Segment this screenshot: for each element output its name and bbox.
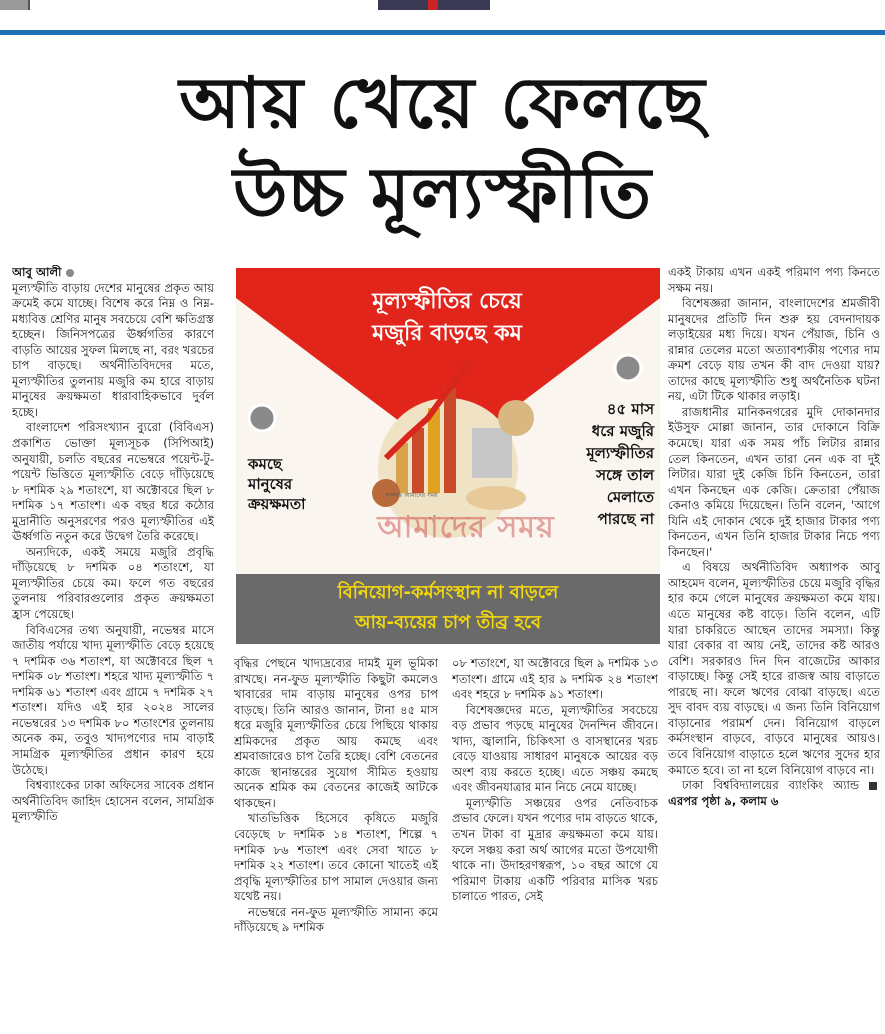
caption-line: ক্রয়ক্ষমতা (248, 495, 306, 513)
headline-line-1: আয় খেয়ে ফেলছে (179, 61, 706, 144)
headline-line-2: উচ্চ মূল্যস্ফীতি (232, 151, 653, 234)
caption-line: মজুরি বাড়ছে কম (372, 321, 522, 346)
caption-line: ৪৫ মাস (606, 400, 654, 418)
caption-line: পারছে না (597, 510, 654, 528)
photo-thumbnail-left (0, 0, 30, 10)
paragraph: খাতভিত্তিক হিসেবে কৃষিতে মজুরি বেড়েছে ৮ দশমিক ১৪ শতাংশ, শিল্পে ৭ দশমিক ৮৬ শতাংশ এবং সেবা খাতে ৮ দশমিক ২২ শতাংশ। তবে কোনো খাতেই এই প্রবৃদ্ধি মূল্যস্ফীতির চাপ সামাল দেওয়ার জন্য যথেষ্ট নয়। (234, 811, 438, 904)
article-column-1 (12, 265, 214, 1033)
caption-line: মূল্যস্ফীতির চেয়ে (372, 289, 522, 314)
paragraph-text: ঢাকা বিশ্ববিদ্যালয়ের ব্যাংকিং অ্যান্ড (682, 778, 860, 793)
caption-line: বিনিয়োগ-কর্মসংস্থান না বাড়লে (337, 582, 559, 603)
caption-line: কমছে (248, 455, 282, 473)
caption-line: মূল্যস্ফীতির (586, 444, 654, 462)
paragraph: একই টাকায় এখন একই পরিমাণ পণ্য কিনতে সক্ষম নয়। (668, 265, 880, 295)
caption-line: মানুষের (248, 475, 293, 493)
byline: আবু আলী (12, 265, 62, 279)
caption-line: মেলাতে (606, 488, 654, 506)
caption-line: সঙ্গে তাল (596, 466, 654, 484)
article-column-2 (234, 656, 438, 1034)
photo-thumbnail-center (378, 0, 490, 10)
paragraph: বিশেষজ্ঞরা জানান, বাংলাদেশের শ্রমজীবী মানুষদের প্রতিটি দিন শুরু হয় বেদনাদায়ক লড়াইয়ের মধ্য দিয়ে। যখন পেঁয়াজ, চিনি ও রান্নার তেলের মতো অত্যাবশ্যকীয় পণ্যের দাম ক্রমশ বেড়ে যায় তখন কী বাদ দেওয়া যায়? তাদের কাছে মূল্যস্ফীতি শুধু অর্থনৈতিক ঘটনা নয়, এটা টিকে থাকার লড়াই। (668, 296, 880, 404)
byline-row (12, 265, 214, 281)
paragraph: মূল্যস্ফীতি সঞ্চয়ের ওপর নেতিবাচক প্রভাব ফেলে। যখন পণ্যের দাম বাড়তে থাকে, তখন টাকা বা মুদ্রার ক্রয়ক্ষমতা কমে যায়। ফলে সঞ্চয় করা অর্থ আগের মতো উপযোগী থাকে না। উদাহরণস্বরূপ, ১০ বছর আগে যে পরিমাণ টাকায় একটি পরিবার মাসিক খরচ চালাতে পারত, সেই (452, 795, 658, 904)
publication-watermark: আমাদের সময় (377, 510, 555, 545)
paragraph: রাজধানীর মানিকনগরের মুদি দোকানদার ইউসুফ মোল্লা জানান, তার দোকানে বিক্রি কমেছে। যারা এক সময় পাঁচ লিটার রান্নার তেল কিনতেন, এখন তারা নেন এক বা দুই লিটার। যারা দুই কেজি চিনি কিনতেন, তারা এখন কিনছেন এক কেজি। ক্রেতারা পেঁয়াজ কেনাও কমিয়ে দিয়েছেন। তিনি বলেন, 'আগে যিনি এই দোকান থেকে দুই হাজার টাকার পণ্য কিনতেন, এখন তিনি হাজার টাকার নিচে পণ্য কিনছেন।' (668, 404, 880, 559)
paragraph: বিশ্বব্যাংকের ঢাকা অফিসের সাবেক প্রধান অর্থনীতিবিদ জাহিদ হোসেন বলেন, সামগ্রিক মূল্যস্ফীতি (12, 778, 214, 824)
paragraph (668, 778, 880, 809)
paragraph: বিবিএসের তথ্য অনুযায়ী, নভেম্বর মাসে জাতীয় পর্যায়ে খাদ্য মূল্যস্ফীতি বেড়ে হয়েছে ৭ দশমিক ৩৬ শতাংশ, যা অক্টোবরে ছিল ৭ দশমিক ০৮ শতাংশ। শহরে খাদ্য মূল্যস্ফীতি ৭ দশমিক ৬১ শতাংশ এবং গ্রামে ৭ দশমিক ২৭ শতাংশ। যদিও এই হার ২০২৪ সালের নভেম্বরের ১৩ দশমিক ৮০ শতাংশের তুলনায় অনেক কম, তবুও খাদ্যপণ্যের দাম বাড়াই সামগ্রিক মূল্যস্ফীতির প্রধান কারণ হয়ে উঠেছে। (12, 622, 214, 777)
paragraph: নভেম্বরে নন-ফুড মূল্যস্ফীতি সামান্য কমে দাঁড়িয়েছে ৯ দশমিক (234, 904, 438, 935)
paragraph: বিশেষজ্ঞদের মতে, মূল্যস্ফীতির সবচেয়ে বড় প্রভাব পড়ছে মানুষের দৈনন্দিন জীবনে। খাদ্য, জ্বালানি, চিকিৎসা ও বাসস্থানের খরচ বেড়ে যাওয়ায় সাধারণ মানুষকে আয়ের বড় অংশ ব্যয় করতে হচ্ছে। এতে সঞ্চয় কমছে এবং জীবনযাত্রার মান নিচে নেমে যাচ্ছে। (452, 702, 658, 795)
paragraph: বৃদ্ধির পেছনে খাদ্যদ্রব্যের দামই মূল ভূমিকা রাখছে। নন-ফুড মূল্যস্ফীতি কিছুটা কমলেও খাবারের দাম বাড়ায় মানুষের ওপর চাপ বাড়ছে। তিনি আরও জানান, টানা ৪৫ মাস ধরে মজুরি মূল্যস্ফীতির চেয়ে পিছিয়ে থাকায় শ্রমিকদের প্রকৃত আয় কমছে এবং শ্রমবাজারেও চাপ তৈরি হচ্ছে। বেশি বেতনের কাজে স্থানান্তরের সুযোগ সীমিত হওয়ায় অনেক শ্রমিক কম বেতনের কাজেই আটকে থাকছেন। (234, 656, 438, 810)
infographic-credit: নকশাঃ আমাদের সময় (386, 492, 438, 499)
top-strip (0, 0, 885, 12)
article-column-3 (452, 656, 658, 1034)
paragraph: ০৮ শতাংশে, যা অক্টোবরে ছিল ৯ দশমিক ১৩ শতাংশ। গ্রামে এই হার ৯ দশমিক ২৪ শতাংশ এবং শহরে ৮ দশমিক ৯১ শতাংশ। (452, 656, 658, 702)
infographic-top-caption (294, 286, 600, 350)
byline-bullet-icon (66, 269, 74, 277)
continued-label: এরপর পৃষ্ঠা ৯, কলাম ৬ (668, 793, 779, 808)
paragraph: মূল্যস্ফীতি বাড়ায় দেশের মানুষের প্রকৃত আয় ক্রমেই কমে যাচ্ছে। বিশেষ করে নিম্ন ও নিম্ন-মধ্যবিত্ত শ্রেণির মানুষ সবচেয়ে বেশি ক্ষতিগ্রস্ত হচ্ছেন। জিনিসপত্রের ঊর্ধ্বগতির কারণে বাড়তি আয়ের সুফল মিলছে না, বরং খরচের চাপ বাড়ছে। অর্থনীতিবিদদের মতে, মূল্যস্ফীতির তুলনায় মজুরি কম হারে বাড়ায় মানুষের ক্রয়ক্ষমতা ধারাবাহিকভাবে দুর্বল হচ্ছে। (12, 280, 214, 419)
paragraph: অন্যদিকে, একই সময়ে মজুরি প্রবৃদ্ধি দাঁড়িয়েছে ৮ দশমিক ০৪ শতাংশে, যা মূল্যস্ফীতির চেয়ে কম। ফলে গত বছরের তুলনায় পরিবারগুলোর প্রকৃত ক্রয়ক্ষমতা হ্রাস পেয়েছে। (12, 544, 214, 622)
infographic (236, 268, 660, 644)
infographic-bottom-caption (236, 578, 660, 638)
section-rule (0, 30, 885, 35)
paragraph: এ বিষয়ে অর্থনীতিবিদ অধ্যাপক আবু আহমেদ বলেন, মূল্যস্ফীতির চেয়ে মজুরি বৃদ্ধির হার কমে গেলে মানুষের ক্রয়ক্ষমতা কমে যায়। এতে মানুষের কষ্ট বাড়ে। তিনি বলেন, এটি যারা চাকরিতে আছেন তাদের সমস্যা। কিন্তু যারা বেকার বা আয় নেই, তাদের কষ্ট আরও বেশি। সরকারও দিন দিন বাজেটের আকার বাড়াচ্ছে। কিন্তু সেই হারে রাজস্ব আয় বাড়াতে পারছে না। ফলে ঋণের বোঝা বাড়ছে। এতে সুদ বাবদ ব্যয় বাড়ছে। এ জন্য তিনি বিনিয়োগ বাড়ানোর পরামর্শ দেন। বিনিয়োগ বাড়লে কর্মসংস্থান বাড়বে, বাড়বে মানুষের আয়ও। তবে বিনিয়োগ বাড়াতে হলে ঋণের সুদের হার কমাতে হবে। তা না হলে বিনিয়োগ বাড়বে না। (668, 560, 880, 777)
caption-line: আয়-ব্যয়ের চাপ তীব্র হবে (354, 612, 542, 633)
article-column-4 (668, 265, 880, 1033)
paragraph: বাংলাদেশ পরিসংখ্যান ব্যুরো (বিবিএস) প্রকাশিত ভোক্তা মূল্যসূচক (সিপিআই) অনুযায়ী, চলতি বছরের নভেম্বরে পয়েন্ট-টু-পয়েন্ট ভিত্তিতে মূল্যস্ফীতি বেড়ে দাঁড়িয়েছে ৮ দশমিক ২৯ শতাংশে, যা অক্টোবরে ছিল ৮ দশমিক ১৭ শতাংশ। এক বছর ধরে কঠোর মুদ্রানীতি অনুসরণের পরও মূল্যস্ফীতির এই ঊর্ধ্বগতি নতুন করে উদ্বেগ তৈরি করেছে। (12, 420, 214, 544)
caption-line: ধরে মজুরি (591, 422, 654, 440)
square-bullet-icon (869, 782, 877, 790)
